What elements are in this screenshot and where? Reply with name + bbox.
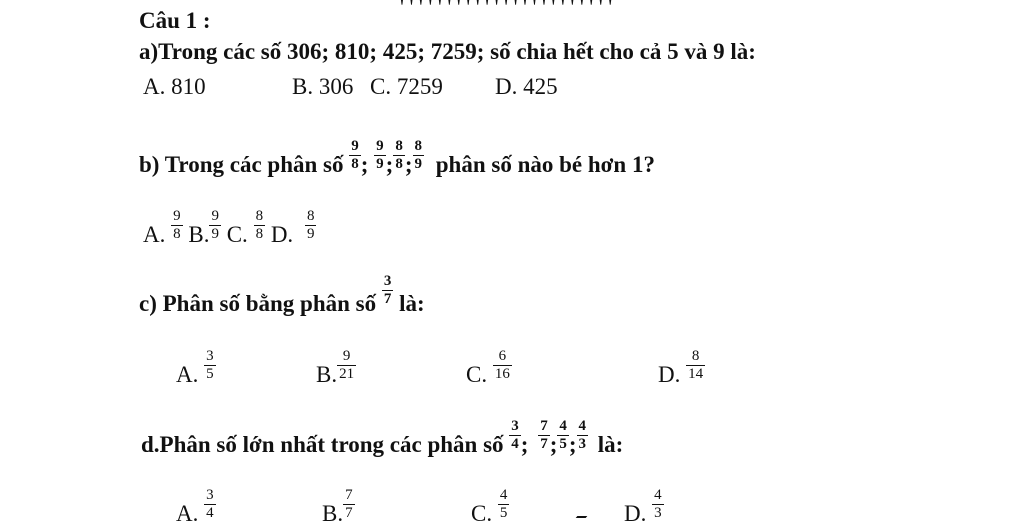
fraction: $\frac{3}{5}$ [206,348,214,382]
option-c-d: D. $\frac{8}{14}$ [658,348,704,387]
fraction: $\frac{9}{8}$ [173,208,181,242]
fraction: $\frac{8}{8}$ [395,138,403,172]
option-b-a: A. [143,222,166,247]
question-a-text: a)Trong các số 306; 810; 425; 7259; số chia hết cho cả 5 và 9 là: [139,39,756,64]
fraction: $\frac{8}{8}$ [255,208,264,242]
question-b-suffix: phân số nào bé hơn 1? [435,152,655,177]
option-d-a: A. $\frac{3}{4}$ [176,487,214,526]
question-b-prefix: b) Trong các phân số [139,152,344,177]
fraction: $\frac{8}{14}$ [688,348,704,382]
question-heading: Câu 1 : [139,8,211,33]
fraction: $\frac{7}{7}$ [345,487,353,521]
fraction: $\frac{9}{9}$ [211,208,219,242]
option-b-d: D. [270,222,294,247]
fraction: $\frac{8}{9}$ [306,208,315,242]
question-b-line: b) Trong các phân số $\frac{9}{8}$ ; $\frac{9}{9}$ ; $\frac{8}{8}$ ; $\frac{8}{9}$ phân số nào bé hơn 1? [139,138,655,177]
fraction: $\frac{3}{4}$ [511,418,519,452]
fraction: $\frac{3}{7}$ [383,273,392,307]
fraction: $\frac{4}{3}$ [654,487,662,521]
option-b-b: B. [188,222,210,247]
fraction: $\frac{9}{9}$ [376,138,384,172]
fraction: $\frac{4}{3}$ [578,418,587,452]
question-c-prefix: c) Phân số bằng phân số [139,291,377,316]
fraction: $\frac{4}{5}$ [559,418,567,452]
cut-off-previous-line: ' ' ' ' ' ' ' ' ' ' ' ' ' ' ' ' ' ' ' ' ' ' ' [400,0,613,19]
option-d-d: D. $\frac{4}{3}$ [624,487,662,526]
option-d-b: B. $\frac{7}{7}$ [322,487,353,526]
question-d-prefix: d.Phân số lớn nhất trong các phân số [141,432,504,457]
fraction: $\frac{6}{16}$ [494,348,510,382]
question-b-options [143,208,316,249]
option-a-b: B. 306 [292,74,354,99]
fraction: $\frac{4}{5}$ [499,487,508,521]
option-c-c: C. $\frac{6}{16}$ [466,348,510,387]
option-c-b: B. $\frac{9}{21}$ [316,348,355,387]
fraction: $\frac{9}{8}$ [351,138,359,172]
option-a-a: A. 810 [143,74,206,99]
question-d-suffix: là: [597,432,624,457]
fraction: $\frac{3}{4}$ [206,487,214,521]
option-a-c: C. 7259 [370,74,443,99]
fraction: $\frac{9}{21}$ [339,348,355,382]
cut-off-next-line [571,516,588,524]
fraction: $\frac{8}{9}$ [414,138,423,172]
question-d-line: d.Phân số lớn nhất trong các phân số $\frac{3}{4}$ ; $\frac{7}{7}$ ; $\frac{4}{5}$ ; $\frac{4}{3}$ là: [141,418,624,457]
option-a-d: D. 425 [495,74,558,99]
option-b-c: C. [226,222,248,247]
fraction: $\frac{7}{7}$ [540,418,548,452]
question-c-suffix: là: [399,291,425,316]
option-c-a: A. $\frac{3}{5}$ [176,348,214,387]
question-c-line [139,273,425,318]
option-d-c: C. $\frac{4}{5}$ [471,487,508,526]
